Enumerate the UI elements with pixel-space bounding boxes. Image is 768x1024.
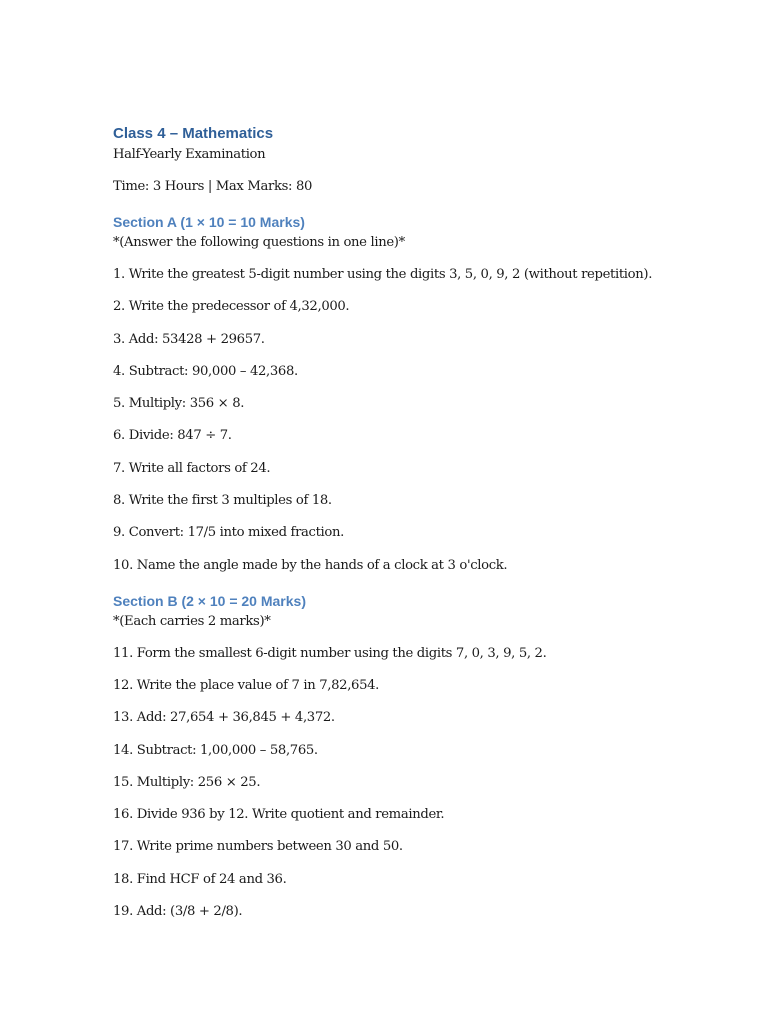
exam-type: Half-Yearly Examination <box>113 147 266 162</box>
question-item: 1. Write the greatest 5-digit number using the digits 3, 5, 0, 9, 2 (without repetition). <box>113 267 653 282</box>
question-item: 3. Add: 53428 + 29657. <box>113 331 265 347</box>
question-item: 18. Find HCF of 24 and 36. <box>113 871 287 887</box>
question-item: 16. Divide 936 by 12. Write quotient and remainder. <box>113 807 445 823</box>
question-item: 8. Write the first 3 multiples of 18. <box>113 493 332 509</box>
question-item: 10. Name the angle made by the hands of a clock at 3 o'clock. <box>113 557 508 573</box>
question-item: 2. Write the predecessor of 4,32,000. <box>113 299 350 315</box>
document-title: Class 4 – Mathematics <box>113 125 274 142</box>
question-item: 4. Subtract: 90,000 – 42,368. <box>113 363 298 379</box>
question-item: 11. Form the smallest 6-digit number using the digits 7, 0, 3, 9, 5, 2. <box>113 645 547 661</box>
question-item: 17. Write prime numbers between 30 and 50. <box>113 839 403 855</box>
question-item: 5. Multiply: 356 × 8. <box>113 396 245 412</box>
question-item: 9. Convert: 17/5 into mixed fraction. <box>113 525 344 541</box>
section-a-questions <box>113 266 733 575</box>
section-a-heading: Section A (1 × 10 = 10 Marks) <box>113 214 305 230</box>
exam-time-marks: Time: 3 Hours | Max Marks: 80 <box>113 179 313 194</box>
exam-paper <box>113 124 733 921</box>
section-b-questions <box>113 645 733 921</box>
section-b-heading: Section B (2 × 10 = 20 Marks) <box>113 592 306 609</box>
question-item: 7. Write all factors of 24. <box>113 460 271 476</box>
question-item: 14. Subtract: 1,00,000 – 58,765. <box>113 742 318 758</box>
question-item: 19. Add: (3/8 + 2/8). <box>113 904 243 920</box>
question-item: 13. Add: 27,654 + 36,845 + 4,372. <box>113 710 335 726</box>
section-b-instruction: *(Each carries 2 marks)* <box>113 613 271 629</box>
section-a-instruction: *(Answer the following questions in one line)* <box>113 235 405 250</box>
question-item: 12. Write the place value of 7 in 7,82,654. <box>113 677 380 693</box>
question-item: 6. Divide: 847 ÷ 7. <box>113 428 232 444</box>
question-item: 15. Multiply: 256 × 25. <box>113 774 261 790</box>
